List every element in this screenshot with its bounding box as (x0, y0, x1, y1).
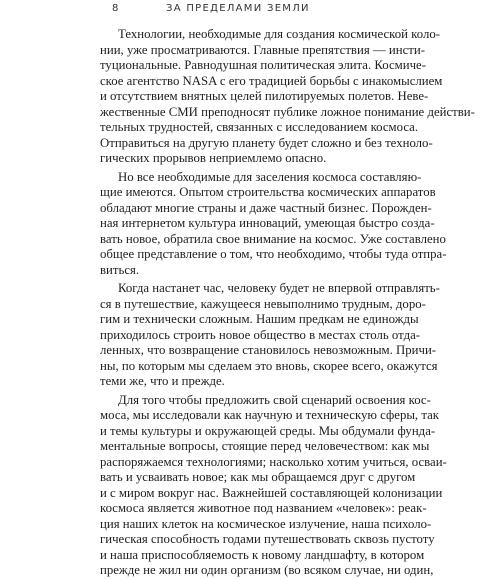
text-line: и с миром вокруг нас. Важнейшей составляющей колонизации (100, 485, 443, 500)
text-line: обладают многие страны и даже частный бизнес. Порожден- (100, 200, 432, 215)
text-line: моса, мы исследовали как научную и техническую сферы, так (100, 408, 439, 422)
text-line: ментальные вопросы, стоящие перед человечеством: как мы (100, 439, 430, 453)
text-line: вать и усваивать новое; как мы обращаемся друг с другом (100, 470, 416, 484)
text-line: Отправиться на другую планету будет сложно и без техноло- (100, 135, 433, 150)
paragraph (100, 392, 447, 579)
text-line: и наша приспособляемость к новому ландшафту, в котором (100, 547, 425, 562)
text-line: гическая способность годами путешествовать сквозь пустоту (100, 532, 435, 546)
paragraph (100, 169, 447, 279)
text-line: ленных, что возвращение становилось невозможным. Причи- (100, 343, 437, 357)
text-line: гических прорывов неприемлемо опасно. (100, 151, 327, 165)
text-line: теми же, что и прежде. (100, 374, 225, 388)
text-line: ная интернетом культура инноваций, умеющая быстро созда- (100, 216, 435, 230)
text-line: приходилось строить новое общество в местах столь отда- (100, 327, 421, 342)
text-line: туциональные. Равнодушная политическая элита. Космиче- (100, 58, 426, 72)
paragraph (100, 281, 440, 390)
text-line: Для того чтобы предложить свой сценарий освоения кос- (118, 392, 431, 407)
text-line: Технологии, необходимые для создания космической коло- (118, 27, 441, 41)
text-line: Но все необходимые для заселения космоса составляю- (118, 169, 422, 184)
text-line: ское агентство NASA с его традицией борьбы с инакомыслием (100, 73, 443, 88)
paragraph (100, 27, 475, 167)
text-line: общее представление о том, что необходимо, чтобы туда отпра- (100, 247, 447, 261)
text-line: ция наших клеток на космическое излучение, наша психоло- (100, 516, 432, 531)
text-line: гим и технически сложным. Нашим предкам не единожды (100, 312, 419, 326)
text-line: прежде не жил ни один организм (во всяком случае, ни один, (100, 563, 434, 577)
text-line: щие имеются. Опытом строительства космических аппаратов (100, 185, 436, 199)
page-number: 8 (112, 3, 119, 14)
text-line: жественные СМИ преподносят публике ложное понимание действи- (100, 104, 475, 119)
text-line: нии, уже просматриваются. Главные препятствия — инсти- (100, 42, 425, 57)
text-line: распоряжаемся технологиями; насколько хотим учиться, осваи- (100, 454, 447, 469)
text-line: тельных трудностей, связанных с исследованием космоса. (100, 120, 419, 134)
text-line: ся в путешествие, кажущееся невыполнимо трудным, доро- (100, 296, 426, 311)
text-line: и отсутствием внятных целей пилотируемых полетов. Неве- (100, 89, 429, 103)
text-line: виться. (100, 262, 140, 277)
running-title: ЗА ПРЕДЕЛАМИ ЗЕМЛИ (166, 3, 310, 14)
body-text (100, 27, 475, 579)
page-header (0, 0, 500, 16)
text-line: ны, по которым мы сделаем это вновь, скорее всего, окажутся (100, 358, 438, 373)
text-line: Когда настанет час, человеку будет не впервой отправлять- (118, 281, 440, 295)
text-line: и темы культуры и окружающей среды. Мы обдумали фунда- (100, 423, 436, 438)
text-line: космоса является животное под названием «человек»: реак- (100, 501, 427, 515)
text-line: вать новое, обратила свое внимание на космос. Уже составлено (100, 231, 446, 246)
